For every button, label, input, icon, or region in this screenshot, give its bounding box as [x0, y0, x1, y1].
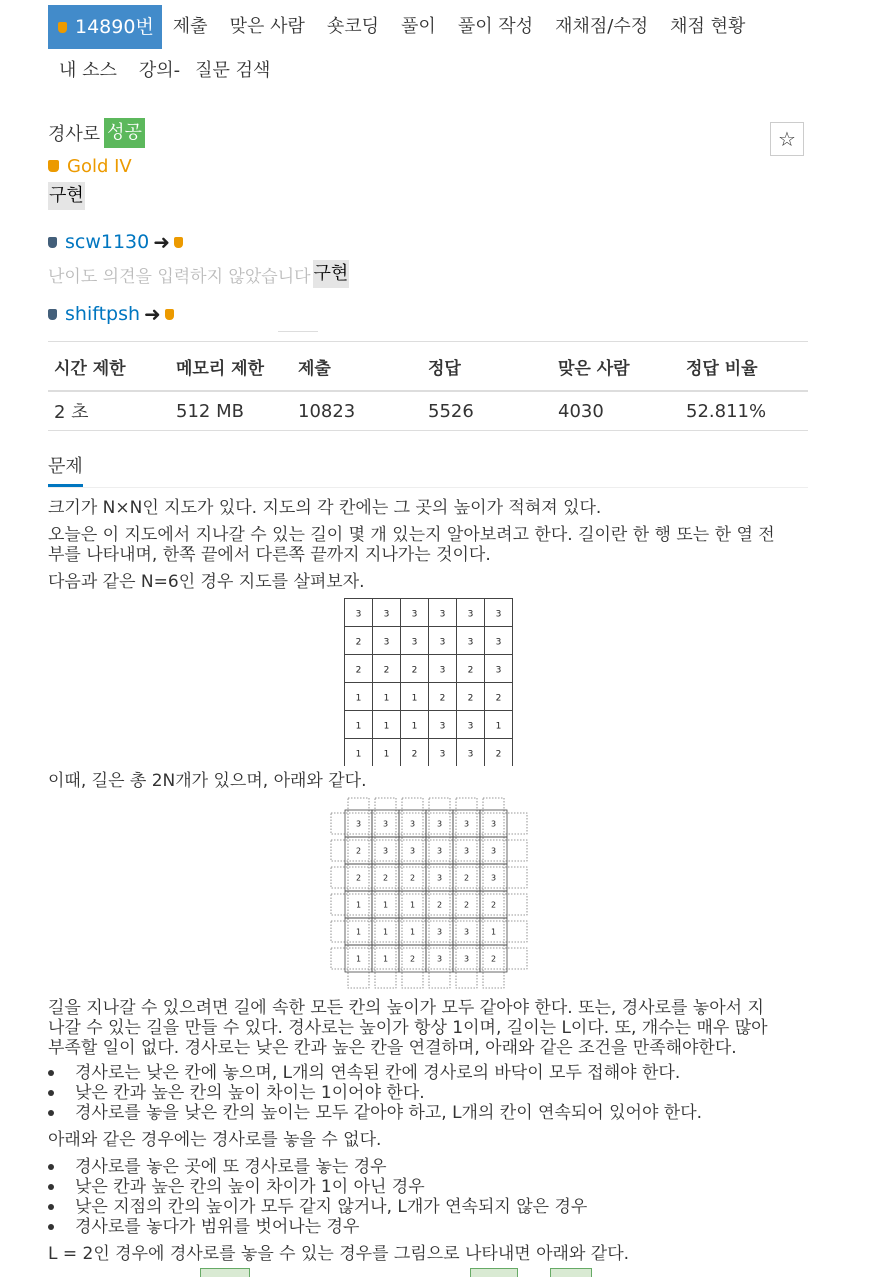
cell-value: 2: [409, 873, 416, 883]
cell-value: 3: [383, 609, 390, 620]
cell-value: 3: [467, 637, 474, 648]
ratio-value: 52.811%: [680, 391, 808, 431]
header-submissions: 제출: [292, 342, 422, 392]
cell-value: 3: [463, 927, 470, 937]
cell-value: 1: [411, 693, 418, 704]
solved-users-value: 4030: [552, 391, 680, 431]
cell-value: 2: [355, 873, 362, 883]
accepted-value: 5526: [422, 391, 552, 431]
gold-tier-icon: [174, 237, 183, 248]
cell-value: 1: [411, 721, 418, 732]
cell-value: 3: [436, 954, 443, 964]
cell-value: 3: [495, 665, 502, 676]
difficulty-opinion: [48, 228, 808, 328]
cell-value: 1: [490, 927, 497, 937]
section-title: 문제: [48, 452, 83, 487]
conditions-list: [48, 1063, 830, 1123]
opinion-user-line: [48, 228, 808, 256]
problem-section-header: [48, 452, 808, 488]
cell-value: 1: [355, 749, 362, 760]
problem-header: [48, 118, 808, 328]
problem-info-table: [48, 341, 808, 431]
tab-status[interactable]: 채점 현황: [670, 16, 746, 37]
cell-value: 3: [439, 609, 446, 620]
cell-value: 2: [355, 846, 362, 856]
cell-value: 3: [436, 846, 443, 856]
cell-value: 2: [495, 749, 502, 760]
header-memory-limit: 메모리 제한: [170, 342, 292, 392]
user-link[interactable]: scw1130: [65, 231, 150, 253]
cell-value: 3: [467, 749, 474, 760]
time-limit-value: 2 초: [48, 391, 170, 431]
cell-value: 3: [382, 846, 389, 856]
cell-value: 3: [383, 637, 390, 648]
cell-value: 3: [355, 609, 362, 620]
opinion-tag[interactable]: 구현: [313, 260, 350, 288]
problem-title: 경사로: [48, 124, 101, 145]
cell-value: 2: [467, 693, 474, 704]
roads-figure: [330, 797, 528, 993]
silver-tier-icon: [48, 309, 57, 320]
cell-value: 3: [409, 819, 416, 829]
roads-grid: [330, 797, 528, 989]
cell-value: 2: [355, 637, 362, 648]
tab-question-search[interactable]: 질문 검색: [195, 60, 271, 81]
cell-value: 3: [382, 819, 389, 829]
cell-value: 1: [495, 721, 502, 732]
tab-solutions[interactable]: 풀이: [401, 16, 436, 37]
tab-problem[interactable]: [48, 5, 162, 49]
cell-value: 2: [490, 954, 497, 964]
tab-lectures-label: 강의: [138, 60, 174, 81]
cell-value: 1: [382, 900, 389, 910]
cell-value: 1: [355, 900, 362, 910]
paragraph: 크기가 N×N인 지도가 있다. 지도의 각 칸에는 그 곳의 높이가 적혀져 있다.: [48, 498, 602, 518]
paragraph: 다음과 같은 N=6인 경우 지도를 살펴보자.: [48, 572, 365, 592]
list-item: 낮은 칸과 높은 칸의 높이 차이는 1이어야 한다.: [70, 1083, 830, 1103]
cell-value: 3: [490, 819, 497, 829]
cell-value: 2: [467, 665, 474, 676]
table-row: [48, 391, 808, 431]
arrow-right-icon: ➜: [144, 302, 161, 326]
cell-value: 3: [436, 927, 443, 937]
cannot-list: [48, 1157, 830, 1237]
tier-label: Gold IV: [67, 155, 132, 177]
header-time-limit: 시간 제한: [48, 342, 170, 392]
user-link[interactable]: shiftpsh: [65, 303, 141, 325]
tab-rejudge[interactable]: 재채점/수정: [555, 16, 649, 37]
cell-value: 3: [490, 846, 497, 856]
gold-tier-icon: [165, 309, 174, 320]
header-accepted: 정답: [422, 342, 552, 392]
opinion-text: 난이도 의견을 입력하지 않았습니다: [48, 266, 311, 287]
cell-value: 3: [411, 609, 418, 620]
list-item: 낮은 칸과 높은 칸의 높이 차이가 1이 아닌 경우: [70, 1177, 830, 1197]
cell-value: 1: [382, 927, 389, 937]
cell-value: 3: [463, 846, 470, 856]
opinion-divider: [278, 331, 318, 332]
problem-number: 14890번: [75, 16, 154, 38]
gold-tier-icon: [58, 22, 67, 33]
cell-value: 2: [383, 665, 390, 676]
cell-value: 1: [409, 900, 416, 910]
cell-value: 1: [382, 954, 389, 964]
cell-value: 3: [495, 609, 502, 620]
cell-value: 2: [382, 873, 389, 883]
cell-value: 3: [439, 665, 446, 676]
list-item: 경사로를 놓은 곳에 또 경사로를 놓는 경우: [70, 1157, 830, 1177]
paragraph: 부를 나타내며, 한쪽 끝에서 다른쪽 끝까지 지나가는 것이다.: [48, 545, 491, 565]
cell-value: 3: [490, 873, 497, 883]
cell-value: 3: [409, 846, 416, 856]
cell-value: 1: [383, 721, 390, 732]
paragraph: 길을 지나갈 수 있으려면 길에 속한 모든 칸의 높이가 모두 같아야 한다. 또는, 경사로를 놓아서 지: [48, 998, 764, 1018]
tab-short-coding[interactable]: 숏코딩: [326, 16, 380, 37]
cell-value: 1: [355, 954, 362, 964]
cell-value: 2: [436, 900, 443, 910]
cell-value: 3: [436, 819, 443, 829]
caret-icon: -: [173, 60, 181, 81]
cell-value: 2: [463, 873, 470, 883]
cell-value: 2: [411, 749, 418, 760]
cell-value: 3: [436, 873, 443, 883]
paragraph: 아래와 같은 경우에는 경사로를 놓을 수 없다.: [48, 1130, 382, 1150]
tab-accepted-users[interactable]: 맞은 사람: [229, 16, 305, 37]
cell-value: 1: [355, 721, 362, 732]
cell-value: 2: [355, 665, 362, 676]
cell-value: 3: [439, 637, 446, 648]
status-badge: 성공: [104, 118, 145, 148]
cell-value: 1: [383, 749, 390, 760]
opinion-row: [48, 256, 808, 292]
cell-value: 2: [463, 900, 470, 910]
list-item: 경사로를 놓을 낮은 칸의 높이는 모두 같아야 하고, L개의 칸이 연속되어 있어야 한다.: [70, 1103, 830, 1123]
cell-value: 2: [495, 693, 502, 704]
example-map-figure: [344, 598, 514, 770]
cell-value: 3: [439, 721, 446, 732]
gold-tier-icon: [48, 160, 59, 172]
cell-value: 1: [409, 927, 416, 937]
cell-value: 2: [411, 665, 418, 676]
header-solved-users: 맞은 사람: [552, 342, 680, 392]
cell-value: 3: [439, 749, 446, 760]
header-ratio: 정답 비율: [680, 342, 808, 392]
paragraph: L = 2인 경우에 경사로를 놓을 수 있는 경우를 그림으로 나타내면 아래와 같다.: [48, 1244, 630, 1264]
cell-value: 1: [355, 927, 362, 937]
tab-submit[interactable]: 제출: [172, 16, 208, 37]
opinion-user-line: [48, 300, 808, 328]
cell-value: 3: [463, 954, 470, 964]
paragraph: 오늘은 이 지도에서 지나갈 수 있는 길이 몇 개 있는지 알아보려고 한다. 길이란 한 행 또는 한 열 전: [48, 525, 775, 545]
paragraph: 이때, 길은 총 2N개가 있으며, 아래와 같다.: [48, 771, 367, 791]
tier-link[interactable]: [48, 151, 808, 181]
submissions-value: 10823: [292, 391, 422, 431]
map-grid: [344, 598, 514, 766]
cell-value: 3: [411, 637, 418, 648]
cell-value: 2: [439, 693, 446, 704]
cell-value: 2: [490, 900, 497, 910]
cell-value: 3: [463, 819, 470, 829]
star-icon: ☆: [778, 127, 796, 151]
arrow-right-icon: ➜: [153, 230, 171, 254]
silver-tier-icon: [48, 237, 57, 248]
memory-limit-value: 512 MB: [170, 391, 292, 431]
list-item: 경사로는 낮은 칸에 놓으며, L개의 연속된 칸에 경사로의 바닥이 모두 접해야 한다.: [70, 1063, 830, 1083]
tab-lectures[interactable]: [128, 49, 184, 93]
problem-menu: [48, 5, 828, 93]
cell-value: 1: [383, 693, 390, 704]
algorithm-tag[interactable]: 구현: [48, 182, 85, 210]
tab-my-source[interactable]: 내 소스: [59, 60, 117, 81]
star-button[interactable]: [770, 122, 804, 156]
cell-value: 3: [355, 819, 362, 829]
cell-value: 3: [467, 609, 474, 620]
paragraph: 부족할 일이 없다. 경사로는 낮은 칸과 높은 칸을 연결하며, 아래와 같은 조건을 만족해야한다.: [48, 1038, 737, 1058]
section-divider: [48, 487, 808, 488]
paragraph: 나갈 수 있는 길을 만들 수 있다. 경사로는 높이가 항상 1이며, 길이는 L이다. 또, 개수는 매우 많아: [48, 1018, 768, 1038]
cell-value: 2: [409, 954, 416, 964]
cell-value: 1: [355, 693, 362, 704]
cell-value: 3: [467, 721, 474, 732]
list-item: 낮은 지점의 칸의 높이가 모두 같지 않거나, L개가 연속되지 않은 경우: [70, 1197, 830, 1217]
tab-write-solution[interactable]: 풀이 작성: [457, 16, 534, 37]
cell-value: 3: [495, 637, 502, 648]
list-item: 경사로를 놓다가 범위를 벗어나는 경우: [70, 1217, 830, 1237]
